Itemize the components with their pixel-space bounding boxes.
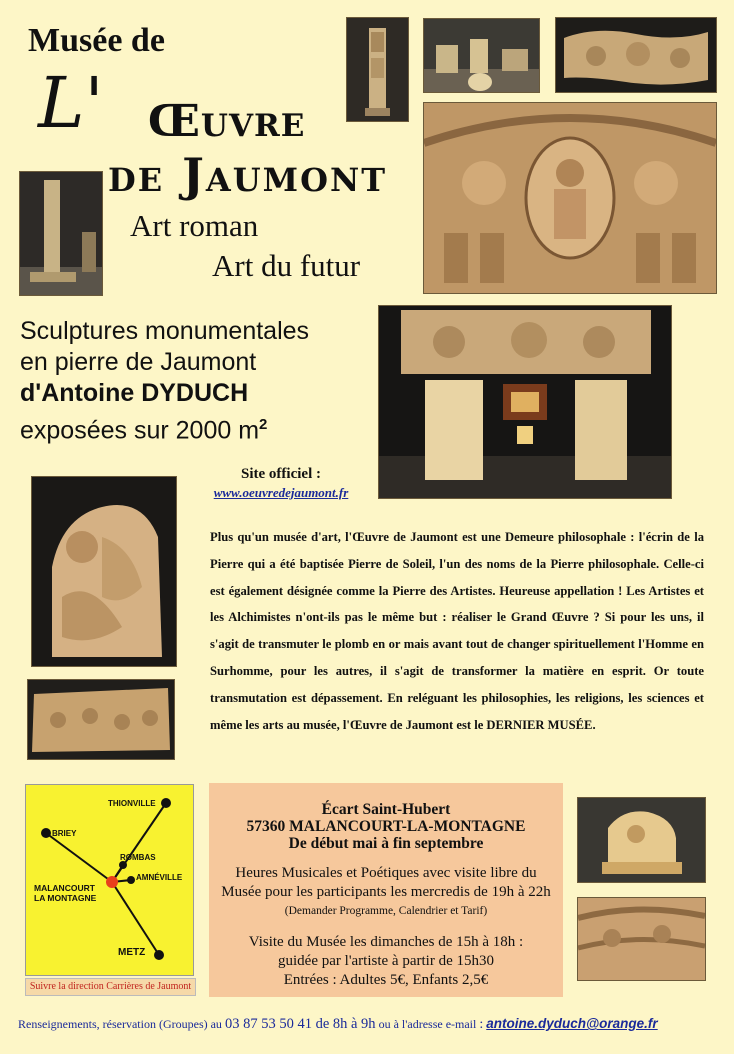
photo-griffin-sculpture [31,476,177,667]
visit-line1: Visite du Musée les dimanches de 15h à 18h : [248,934,524,950]
site-block [196,466,366,501]
footer-email-label: ou à l'adresse e-mail [378,1017,477,1031]
map-label-malancourt-1: MALANCOURT [34,883,95,893]
photo-pillar-hall [19,171,103,296]
headline-line1: Sculptures monumentales [20,317,310,345]
map-dot-briey [41,828,51,838]
map-dot-amneville [127,876,135,884]
photo-battle-relief [27,679,175,760]
musical-note: (Demander Programme, Calendrier et Tarif) [284,905,488,917]
title-art-roman: Art roman [130,208,259,243]
site-url-link[interactable]: www.oeuvredejaumont.fr [213,485,349,500]
footer-colon: : [479,1017,484,1032]
title-musee-de: Musée de [28,22,165,59]
site-label: Site officiel : [241,466,321,482]
visit-line2: guidée par l'artiste à partir de 15h30 [278,953,494,969]
museum-description: Plus qu'un musée d'art, l'Œuvre de Jaumont est une Demeure philosophale : l'écrin de la Pierre qui a été baptisée Pierre de Soleil, l'un des noms de la Pierre philosophale. Celle-ci est également désignée comme la Pierre des Artistes. Heureuse appellation ! Les Artistes et les Alchimistes n'ont-ils pas le même but : réaliser le Grand Œuvre ? Si pour les uns, il s'agit de transmuter le plomb en or mais avant tout de changer spirituellement l'Homme en Surhomme, pour les autres, il s'agit de transformer la matière en esprit. Or toute transmutation est dépassement. En reléguant les philosophies, les religions, les sciences et même les arts au musée, l'Œuvre de Jaumont est le DERNIER MUSÉE. [210,530,704,732]
headline-line4 [20,409,309,446]
footer-contact [18,1016,658,1033]
footer-phone: 03 87 53 50 41 de 8h à 9h [224,1016,376,1032]
photo-altar-exhibit [378,305,672,499]
photo-frieze-relief [555,17,717,93]
map-dot-thionville [161,798,171,808]
map-label-malancourt [34,883,96,903]
map-caption: Suivre la direction Carrières de Jaumont [25,978,196,996]
headline-block [20,316,309,446]
photo-tympanum-relief [423,102,717,294]
headline-area: exposées sur 2000 m [20,416,260,445]
photo-small-sculpture [577,797,706,883]
map-label-malancourt-2: LA MONTAGNE [34,893,97,903]
directions-map [25,784,194,976]
map-label-rombas: ROMBAS [120,853,156,862]
map-label-briey: BRIEY [52,829,77,838]
title-oeuvre: Œuvre [148,96,306,147]
visit-prices: Entrées : Adultes 5€, Enfants 2,5€ [283,972,489,988]
address-line1: Écart Saint-Hubert [321,801,451,818]
headline-line2: en pierre de Jaumont [20,348,257,376]
musical-hours [209,864,563,921]
footer-au: au [210,1017,222,1031]
title-art-futur: Art du futur [212,248,361,283]
map-dot-metz [154,950,164,960]
musical-line2: Musée pour les participants les mercredis de 19h à 22h [221,884,551,900]
photo-gallery-hall [423,18,540,93]
map-dot-malancourt [106,876,118,888]
footer-email-link[interactable]: antoine.dyduch@orange.fr [486,1016,658,1031]
title-l-prefix: L' [38,62,104,144]
headline-area-sup: 2 [259,416,268,433]
photo-relief-fragment [577,897,706,981]
map-road-briey [46,833,112,882]
address-line2: 57360 MALANCOURT-LA-MONTAGNE [246,818,526,835]
photo-column-sculpture [346,17,409,122]
headline-artist: d'Antoine DYDUCH [20,379,249,407]
map-dot-rombas [119,861,127,869]
map-label-metz: METZ [118,947,146,958]
musical-line1: Heures Musicales et Poétiques avec visite libre du [235,865,537,881]
address-season: De début mai à fin septembre [288,835,484,852]
info-box [209,783,563,997]
map-road-metz [112,882,159,955]
visit-info [209,933,563,990]
map-label-amneville: AMNÉVILLE [136,873,183,882]
title-de-jaumont: de Jaumont [108,148,388,202]
map-label-thionville: THIONVILLE [108,799,156,808]
footer-info-label: Renseignements, réservation (Groupes) [18,1017,208,1031]
address-block [209,801,563,852]
